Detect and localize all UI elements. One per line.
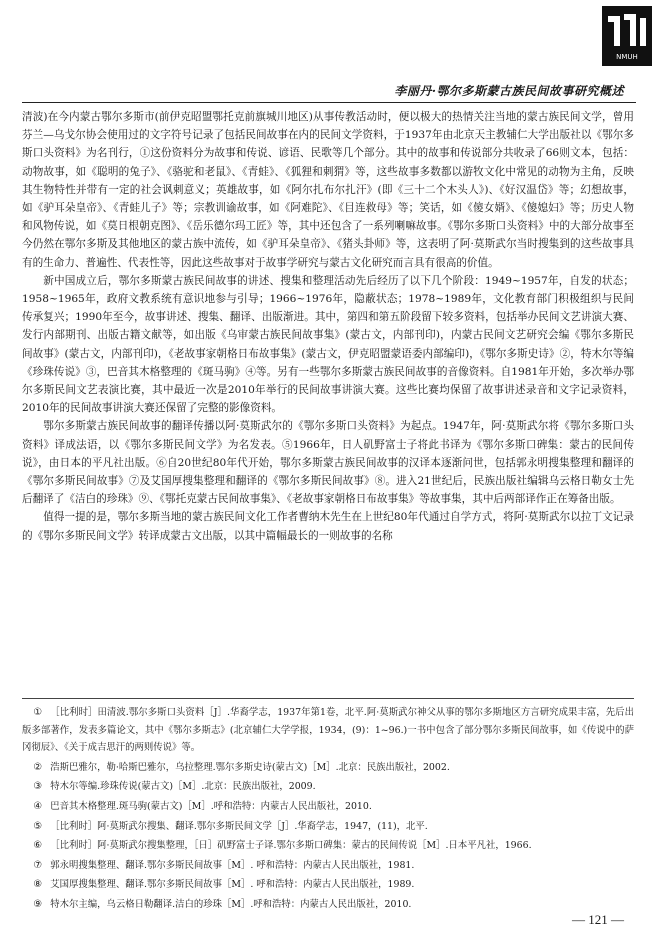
- footnote-mark: ⑧: [33, 879, 43, 891]
- article-body: [22, 108, 634, 545]
- footnote-text: ［比利时］阿·莫斯武尔搜集、翻译.鄂尔多斯民间文学［J］.华裔学志，1947，(11)，北平.: [50, 820, 428, 832]
- footnote: [22, 818, 634, 836]
- footnote: [22, 704, 634, 757]
- footnote-text: 巴音其木格整理.斑马驹(蒙古文)［M］.呼和浩特：内蒙古人民出版社，2010.: [50, 800, 372, 812]
- footnote: [22, 896, 634, 914]
- journal-logo-text: NMUH: [616, 53, 638, 61]
- footnote: [22, 778, 634, 796]
- running-header: [22, 80, 636, 103]
- footnote-text: 浩斯巴雅尔，勒·哈斯巴雅尔，乌拉整理.鄂尔多斯史诗(蒙古文)［M］.北京：民族出版社，2002.: [50, 761, 450, 773]
- footnote-mark: ②: [33, 761, 43, 773]
- body-paragraph: 新中国成立后，鄂尔多斯蒙古族民间故事的讲述、搜集和整理活动先后经历了以下几个阶段：1949~1957年，自发的状态；1958~1965年，政府文教系统有意识地参与引导；1966~1976年，隐蔽状态；1978~1989年，文化教育部门积极组织与民间传承复兴；1990年至今，故事讲述、搜集、翻译、出版渐进。其中，第四和第五阶段留下较多资料，包括举办民间文艺讲演大赛、发行内部期刊、出版古籍文献等，如出版《乌审蒙古族民间故事集》(蒙古文，内部刊印)，内蒙古民间文艺研究会编《鄂尔多斯民间故事》(蒙古文，内部刊印)，《老故事家朝格日布故事集》(蒙古文，伊克昭盟蒙语委内部编印)，《鄂尔多斯史诗》②，特木尔等编《珍珠传说》③，巴音其木格整理的《斑马驹》④等。另有一些鄂尔多斯蒙古族民间故事的音像资料。自1981年开始，多次举办鄂尔多斯民间文艺表演比赛，其中最近一次是2010年举行的民间故事讲演大赛。这些比赛均保留了故事讲述录音和文字记录资料，2010年的民间故事讲演大赛还保留了完整的影像资料。: [22, 274, 634, 415]
- footnote-mark: ⑥: [33, 840, 43, 852]
- journal-logo: [602, 6, 652, 66]
- footnote-mark: ③: [33, 781, 43, 793]
- footnote-text: 郭永明搜集整理、翻译.鄂尔多斯民间故事［M］. 呼和浩特：内蒙古人民出版社，1981.: [50, 859, 415, 871]
- footnote: [22, 857, 634, 875]
- body-paragraph: 值得一提的是，鄂尔多斯当地的蒙古族民间文化工作者曹纳木先生在上世纪80年代通过自学方式，将阿·莫斯武尔以拉丁文记录的《鄂尔多斯民间文学》转译成蒙古文出版，以其中篇幅最长的一则故事的名称: [22, 511, 634, 542]
- footnote-mark: ⑤: [33, 820, 43, 832]
- footnotes: [22, 704, 634, 916]
- footnote-text: ［比利时］阿·莫斯武尔搜集整理，［日］矶野富士子译.鄂尔多斯口碑集：蒙古的民间传说［M］.日本平凡社，1966.: [50, 840, 532, 852]
- body-paragraph: 清波)在今内蒙古鄂尔多斯市(前伊克昭盟鄂托克前旗城川地区)从事传教活动时，便以极大的热情关注当地的蒙古族民间文学，曾用芬兰—乌戈尔协会使用过的文字符号记录了包括民间故事在内的民间文学资料，于1937年由北京天主教辅仁大学出版社以《鄂尔多斯口头资料》为名刊行，①这份资料分为故事和传说、谚语、民歌等几个部分。其中的故事和传说部分共收录了66则文本，包括：动物故事，如《聪明的兔子》、《骆驼和老鼠》、《青蛙》、《狐狸和刺猬》等，这些故事多数都以游牧文化中常见的动物为主角，反映其生物特性并带有一定的社会讽刺意义；英雄故事，如《阿尔扎布尔扎汗》(即《三十二个木头人》)、《好汉温岱》等；幻想故事，如《驴耳朵皇帝》、《青蛙儿子》等；宗教训谕故事，如《阿难陀》、《目连救母》等；笑话，如《傻女婿》、《傻媳妇》等；历史人物和风物传说，如《莫日根朝克图》、《岳乐德尔玛工匠》等，其中还包含了一系列喇嘛故事。《鄂尔多斯口头资料》中的大部分故事至今仍然在鄂尔多斯及其他地区的蒙古族中流传，如《驴耳朵皇帝》、《猪头卦师》等，这表明了阿·莫斯武尔当时搜集到的这些故事具有的生命力、普遍性、代表性等，因此这些故事对于故事学研究与蒙古文化研究而言具有很高的价值。: [22, 111, 634, 269]
- journal-logo-graphic: [602, 6, 652, 66]
- footnote-mark: ④: [33, 800, 43, 812]
- footnote: [22, 759, 634, 777]
- header-title: 李丽丹·鄂尔多斯蒙古族民间故事研究概述: [394, 84, 624, 98]
- footnote-text: 特木尔等编.珍珠传说(蒙古文)［M］.北京：民族出版社，2009.: [50, 781, 316, 793]
- footnote-mark: ①: [33, 707, 43, 718]
- body-paragraph: 鄂尔多斯蒙古族民间故事的翻译传播以阿·莫斯武尔的《鄂尔多斯口头资料》为起点。1947年，阿·莫斯武尔将《鄂尔多斯口头资料》译成法语，以《鄂尔多斯民间文学》为名发表。⑤1966年，日人矶野富士子将此书译为《鄂尔多斯口碑集：蒙古的民间传说》，由日本的平凡社出版。⑥自20世纪80年代开始，鄂尔多斯蒙古族民间故事的汉译本逐渐问世，包括郭永明搜集整理和翻译的《鄂尔多斯民间故事》⑦及艾国厚搜集整理和翻译的《鄂尔多斯民间故事》⑧。进入21世纪后，民族出版社编辑乌云格日勒女士先后翻译了《洁白的珍珠》⑨、《鄂托克蒙古民间故事集》、《老故事家朝格日布故事集》等故事集，其中后两部译作正在筹备出版。: [22, 420, 634, 506]
- footnote: [22, 837, 634, 855]
- footnote-text: ［比利时］田清波.鄂尔多斯口头资料［J］.华裔学志，1937年第1卷，北平.阿·莫斯武尔神父从事的鄂尔多斯地区方言研究成果丰富，先后出版多部著作，发表多篇论文，其中《鄂尔多斯志》(北京辅仁大学学报，1934，(9)：1~96.)一书中包含了部分鄂尔多斯民间故事，如《传说中的萨冈彻辰》、《关于成吉思汗的两则传说》等。: [22, 707, 634, 754]
- page-number: — 121 —: [572, 912, 624, 927]
- footnote-text: 特木尔主编，乌云格日勒翻译.洁白的珍珠［M］.呼和浩特：内蒙古人民出版社，2010.: [50, 898, 412, 910]
- footnote-mark: ⑦: [33, 859, 43, 871]
- footnote-mark: ⑨: [33, 898, 43, 910]
- footnote-text: 艾国厚搜集整理、翻译.鄂尔多斯民间故事［M］. 呼和浩特：内蒙古人民出版社，1989.: [50, 879, 415, 891]
- footnote: [22, 876, 634, 894]
- footnote-divider: [22, 698, 634, 699]
- footnote: [22, 798, 634, 816]
